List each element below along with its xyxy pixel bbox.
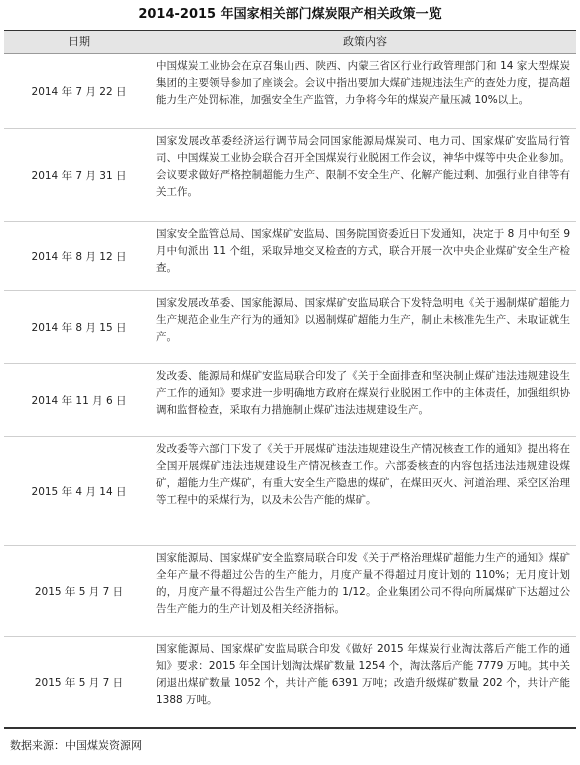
row-date: 2014 年 8 月 12 日 bbox=[31, 250, 127, 263]
row-content: 发改委、能源局和煤矿安监局联合印发了《关于全面排查和坚决制止煤矿违法违规建设生产工作的通知》要求进一步明确地方政府在煤炭行业脱困工作中的主体责任，加强组织协调和监督检查，采取有力措施制止煤矿违法违规建设生产。 bbox=[156, 370, 570, 416]
table-row bbox=[4, 222, 576, 291]
policy-table bbox=[4, 30, 576, 729]
row-content: 国家发展改革委经济运行调节局会同国家能源局煤炭司、电力司、国家煤矿安监局行管司、中国煤炭工业协会联合召开全国煤炭行业脱困工作会议，神华中煤等中央企业参加。会议要求做好严格控制超能力生产、限制不安全生产、化解产能过剩、加强行业自律等有关工作。 bbox=[156, 135, 570, 198]
row-content: 国家发展改革委、国家能源局、国家煤矿安监局联合下发特急明电《关于遏制煤矿超能力生产规范企业生产行为的通知》以遏制煤矿超能力生产，制止未核准先生产、未取证就生产。 bbox=[156, 297, 570, 343]
table-row bbox=[4, 54, 576, 129]
row-date: 2014 年 8 月 15 日 bbox=[31, 321, 127, 334]
row-content: 国家能源局、国家煤矿安监局联合印发《做好 2015 年煤炭行业淘汰落后产能工作的通知》要求：2015 年全国计划淘汰煤矿数量 1254 个，淘汰落后产能 7779 万吨。其中关闭退出煤矿数量 1052 个，共计产能 6391 万吨；改造升级煤矿数量 202 个，共计产能 1388 万吨。 bbox=[156, 643, 570, 706]
page-title: 2014-2015 年国家相关部门煤炭限产相关政策一览 bbox=[138, 7, 442, 22]
row-date: 2014 年 7 月 31 日 bbox=[31, 169, 127, 182]
table-row bbox=[4, 129, 576, 222]
row-date: 2014 年 7 月 22 日 bbox=[31, 85, 127, 98]
header-date: 日期 bbox=[68, 35, 90, 48]
row-content: 发改委等六部门下发了《关于开展煤矿违法违规建设生产情况核查工作的通知》提出将在全国开展煤矿违法违规建设生产情况核查工作。六部委核查的内容包括违法违规建设煤矿，超能力生产煤矿，有重大安全生产隐患的煤矿，在煤田灭火、河道治理、采空区治理等工程中的采煤行为，以及未公告产能的煤矿。 bbox=[156, 443, 570, 506]
row-date: 2015 年 5 月 7 日 bbox=[34, 585, 124, 598]
data-source-note: 数据来源：中国煤炭资源网 bbox=[10, 739, 142, 752]
row-date: 2015 年 5 月 7 日 bbox=[34, 676, 124, 689]
header-content: 政策内容 bbox=[343, 35, 387, 48]
table-row bbox=[4, 546, 576, 637]
row-date: 2015 年 4 月 14 日 bbox=[31, 485, 127, 498]
row-content: 中国煤炭工业协会在京召集山西、陕西、内蒙三省区行业行政管理部门和 14 家大型煤炭集团的主要领导参加了座谈会。会议中指出要加大煤矿违规违法生产的查处力度，提高超能力生产处罚标准，加强安全生产监管，力争将今年的煤炭产量压减 10%以上。 bbox=[156, 60, 570, 106]
table-row bbox=[4, 364, 576, 437]
table-row bbox=[4, 637, 576, 727]
table-header bbox=[4, 30, 576, 54]
table-body bbox=[4, 54, 576, 729]
table-row bbox=[4, 291, 576, 364]
row-content: 国家安全监管总局、国家煤矿安监局、国务院国资委近日下发通知，决定于 8 月中旬至 9 月中旬派出 11 个组，采取异地交叉检查的方式，联合开展一次中央企业煤矿安全生产检查。 bbox=[156, 228, 570, 274]
table-row bbox=[4, 437, 576, 546]
row-content: 国家能源局、国家煤矿安全监察局联合印发《关于严格治理煤矿超能力生产的通知》煤矿全年产量不得超过公告的生产能力，月度产量不得超过月度计划的 110%；无月度计划的，月度产量不得超过公告生产能力的 1/12。企业集团公司不得向所属煤矿下达超过公告生产能力的生产计划及相关经济指标。 bbox=[156, 552, 570, 615]
row-date: 2014 年 11 月 6 日 bbox=[31, 394, 127, 407]
